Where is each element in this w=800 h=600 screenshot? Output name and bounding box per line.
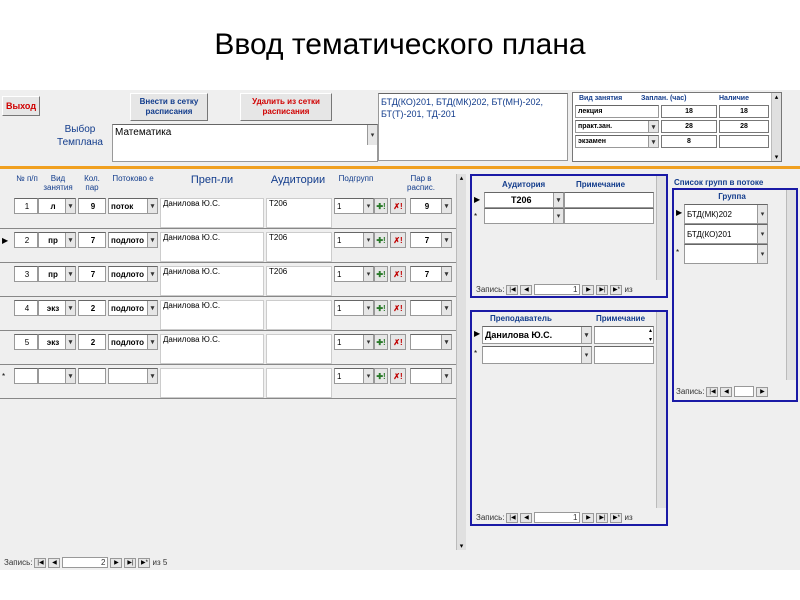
stream-field[interactable] bbox=[108, 198, 158, 214]
teacher-value: Данилова Ю.С. bbox=[163, 267, 221, 276]
delete-row-icon[interactable]: ✗! bbox=[390, 232, 406, 248]
main-record-nav bbox=[4, 557, 167, 568]
nav-label: Запись: bbox=[476, 513, 505, 522]
nav-last-icon[interactable]: ▶| bbox=[124, 558, 136, 568]
chevron-down-icon[interactable]: ▾ bbox=[367, 125, 377, 145]
template-select[interactable] bbox=[112, 124, 378, 162]
scroll-up-icon[interactable]: ▴ bbox=[459, 175, 464, 182]
stream-value: подлото bbox=[111, 303, 145, 313]
group-field[interactable] bbox=[684, 204, 768, 224]
chevron-down-icon[interactable]: ▾ bbox=[65, 199, 75, 213]
delete-row-icon[interactable]: ✗! bbox=[390, 266, 406, 282]
nav-prev-icon[interactable]: ◀ bbox=[520, 513, 532, 523]
new-table-row bbox=[0, 368, 460, 402]
hours-row-type[interactable] bbox=[575, 120, 659, 133]
record-marker-icon: ▶ bbox=[474, 329, 481, 338]
teacher-field[interactable] bbox=[160, 198, 264, 228]
delete-row-icon[interactable]: ✗! bbox=[390, 198, 406, 214]
header-pairs: Пар в распис. bbox=[407, 174, 435, 192]
kind-field[interactable] bbox=[38, 232, 76, 248]
nav-first-icon[interactable]: |◀ bbox=[34, 558, 46, 568]
subgroup-field[interactable] bbox=[334, 198, 374, 214]
pairs-field[interactable] bbox=[410, 334, 452, 350]
header-separator bbox=[0, 166, 800, 169]
hours-row-type[interactable] bbox=[575, 135, 659, 148]
add-row-icon[interactable]: ✚! bbox=[374, 300, 388, 316]
chevron-down-icon[interactable]: ▾ bbox=[65, 267, 75, 281]
nav-new-icon[interactable]: ▶* bbox=[610, 513, 622, 523]
kind-value: экз bbox=[46, 337, 60, 347]
nav-next-icon[interactable]: ▶ bbox=[110, 558, 122, 568]
remove-from-grid-button[interactable]: Удалить из сетки расписания bbox=[240, 93, 332, 121]
teacher-field[interactable] bbox=[160, 232, 264, 262]
hours-row-available: 18 bbox=[719, 105, 769, 118]
count-field[interactable] bbox=[78, 334, 106, 350]
kind-value: пр bbox=[48, 235, 58, 245]
kind-field[interactable] bbox=[38, 334, 76, 350]
count-field[interactable] bbox=[78, 266, 106, 282]
rooms-scrollbar[interactable] bbox=[656, 176, 666, 280]
new-record-icon: * bbox=[676, 248, 680, 257]
room-field[interactable] bbox=[266, 266, 332, 296]
count-value: 2 bbox=[90, 337, 96, 347]
subgroup-field[interactable] bbox=[334, 300, 374, 316]
nav-label: Запись: bbox=[476, 285, 505, 294]
stream-field[interactable] bbox=[108, 266, 158, 282]
stream-field[interactable] bbox=[108, 368, 158, 384]
hours-table bbox=[572, 92, 782, 162]
chevron-down-icon[interactable]: ▾ bbox=[147, 335, 157, 349]
num-value: 2 bbox=[24, 235, 30, 245]
kind-value: экз bbox=[46, 303, 60, 313]
nav-record-input[interactable]: 1 bbox=[534, 512, 580, 523]
scroll-up-icon[interactable]: ▴ bbox=[774, 94, 779, 101]
chevron-down-icon[interactable]: ▾ bbox=[363, 335, 373, 349]
template-label: Выбор Темплана bbox=[57, 124, 103, 148]
room-value: Т206 bbox=[269, 199, 288, 208]
chevron-down-icon[interactable]: ▾ bbox=[441, 369, 451, 383]
chevron-down-icon[interactable]: ▾ bbox=[147, 301, 157, 315]
new-record-icon: * bbox=[474, 212, 478, 221]
delete-row-icon[interactable]: ✗! bbox=[390, 334, 406, 350]
hours-header-planned: Заплан. (час) bbox=[641, 95, 687, 102]
pairs-field[interactable] bbox=[410, 198, 452, 214]
rooms-header-room: Аудитория bbox=[502, 180, 546, 189]
rooms-record-nav bbox=[476, 284, 633, 295]
subgroup-value: 1 bbox=[337, 371, 342, 381]
subgroup-value: 1 bbox=[337, 303, 342, 313]
exit-button[interactable]: Выход bbox=[2, 96, 40, 116]
chevron-down-icon[interactable]: ▾ bbox=[441, 267, 451, 281]
subgroup-value: 1 bbox=[337, 235, 342, 245]
nav-next-icon[interactable]: ▶ bbox=[582, 285, 594, 295]
stream-field[interactable] bbox=[108, 300, 158, 316]
room-field[interactable] bbox=[266, 300, 332, 330]
main-grid bbox=[0, 198, 460, 408]
teacher-value: Данилова Ю.С. bbox=[163, 233, 221, 242]
chevron-down-icon[interactable]: ▾ bbox=[441, 199, 451, 213]
template-value: Математика bbox=[115, 127, 172, 138]
room-value: Т206 bbox=[269, 267, 288, 276]
chevron-down-icon[interactable]: ▾ bbox=[363, 199, 373, 213]
scroll-down-icon[interactable]: ▾ bbox=[459, 543, 464, 550]
count-field[interactable] bbox=[78, 232, 106, 248]
group-value: БТД(МК)202 bbox=[687, 209, 732, 219]
kind-field[interactable] bbox=[38, 368, 76, 384]
main-scrollbar[interactable] bbox=[456, 174, 466, 550]
nav-total: из bbox=[624, 285, 633, 294]
scroll-down-icon[interactable]: ▾ bbox=[648, 337, 652, 343]
group-new-field[interactable] bbox=[684, 244, 768, 264]
chevron-down-icon[interactable]: ▾ bbox=[363, 233, 373, 247]
add-to-grid-button[interactable]: Внести в сетку расписания bbox=[130, 93, 208, 121]
pairs-field[interactable] bbox=[410, 232, 452, 248]
teachers-scrollbar[interactable] bbox=[656, 312, 666, 508]
teacher-note-field[interactable] bbox=[594, 326, 654, 344]
table-row bbox=[0, 232, 460, 266]
room-new-note-field[interactable] bbox=[564, 208, 654, 224]
pairs-field[interactable] bbox=[410, 368, 452, 384]
groups-record-nav bbox=[676, 386, 768, 397]
hours-row-available: 28 bbox=[719, 120, 769, 133]
kind-field[interactable] bbox=[38, 300, 76, 316]
num-field[interactable] bbox=[14, 198, 38, 214]
teacher-value: Данилова Ю.С. bbox=[163, 301, 221, 310]
teachers-header-teacher: Преподаватель bbox=[490, 314, 552, 323]
teachers-header-note: Примечание bbox=[596, 314, 646, 323]
count-field[interactable] bbox=[78, 300, 106, 316]
stream-value: поток bbox=[111, 201, 134, 211]
new-record-icon: * bbox=[474, 349, 478, 358]
pairs-value: 9 bbox=[424, 201, 430, 211]
record-marker-icon: ▶ bbox=[676, 208, 683, 217]
chevron-down-icon[interactable]: ▾ bbox=[65, 301, 75, 315]
table-row bbox=[0, 266, 460, 300]
nav-first-icon[interactable]: |◀ bbox=[506, 285, 518, 295]
hours-row-type-value: экзамен bbox=[578, 138, 606, 145]
pairs-value: 7 bbox=[424, 269, 430, 279]
chevron-down-icon[interactable]: ▾ bbox=[441, 301, 451, 315]
chevron-down-icon[interactable]: ▾ bbox=[757, 245, 767, 263]
teacher-field[interactable] bbox=[482, 326, 592, 344]
teacher-field[interactable] bbox=[160, 300, 264, 330]
add-row-icon[interactable]: ✚! bbox=[374, 198, 388, 214]
nav-total: из 5 bbox=[152, 558, 168, 567]
subgroup-field[interactable] bbox=[334, 368, 374, 384]
chevron-down-icon[interactable]: ▾ bbox=[441, 335, 451, 349]
nav-first-icon[interactable]: |◀ bbox=[706, 387, 718, 397]
nav-prev-icon[interactable]: ◀ bbox=[520, 285, 532, 295]
teacher-field[interactable] bbox=[160, 334, 264, 364]
count-field[interactable] bbox=[78, 198, 106, 214]
nav-last-icon[interactable]: ▶| bbox=[596, 513, 608, 523]
nav-prev-icon[interactable]: ◀ bbox=[720, 387, 732, 397]
stream-groups-header: Группа bbox=[718, 192, 746, 201]
header-count: Кол. пар bbox=[84, 174, 100, 192]
teachers-record-nav bbox=[476, 512, 633, 523]
nav-prev-icon[interactable]: ◀ bbox=[48, 558, 60, 568]
subgroup-value: 1 bbox=[337, 201, 342, 211]
chevron-down-icon[interactable]: ▾ bbox=[757, 205, 767, 223]
room-new-field[interactable] bbox=[484, 208, 564, 224]
num-field[interactable] bbox=[14, 266, 38, 282]
chevron-down-icon[interactable]: ▾ bbox=[581, 327, 591, 343]
num-field[interactable] bbox=[14, 368, 38, 384]
chevron-down-icon[interactable]: ▾ bbox=[581, 347, 591, 363]
new-record-icon: * bbox=[2, 372, 6, 381]
room-field[interactable] bbox=[266, 334, 332, 364]
pairs-field[interactable] bbox=[410, 300, 452, 316]
scroll-up-icon[interactable]: ▴ bbox=[648, 328, 652, 334]
num-value: 4 bbox=[24, 303, 30, 313]
delete-row-icon[interactable]: ✗! bbox=[390, 368, 406, 384]
num-value: 3 bbox=[24, 269, 30, 279]
teacher-value: Данилова Ю.С. bbox=[163, 199, 221, 208]
chevron-down-icon[interactable]: ▾ bbox=[363, 267, 373, 281]
chevron-down-icon[interactable]: ▾ bbox=[757, 225, 767, 243]
room-value: Т206 bbox=[269, 233, 288, 242]
stream-value: подлото bbox=[111, 235, 145, 245]
chevron-down-icon[interactable]: ▾ bbox=[65, 335, 75, 349]
num-field[interactable] bbox=[14, 300, 38, 316]
nav-record-input[interactable]: 1 bbox=[534, 284, 580, 295]
add-row-icon[interactable]: ✚! bbox=[374, 334, 388, 350]
chevron-down-icon[interactable]: ▾ bbox=[147, 369, 157, 383]
chevron-down-icon[interactable]: ▾ bbox=[648, 136, 658, 147]
nav-record-input[interactable] bbox=[734, 386, 754, 397]
chevron-down-icon[interactable]: ▾ bbox=[553, 209, 563, 223]
chevron-down-icon[interactable]: ▾ bbox=[147, 267, 157, 281]
teachers-subform bbox=[470, 310, 668, 526]
kind-value: л bbox=[50, 201, 56, 211]
hours-row-available bbox=[719, 135, 769, 148]
nav-label: Запись: bbox=[4, 558, 33, 567]
hours-header-type: Вид занятия bbox=[579, 95, 623, 102]
subgroup-value: 1 bbox=[337, 337, 342, 347]
stream-value: подлото bbox=[111, 269, 145, 279]
chevron-down-icon[interactable]: ▾ bbox=[363, 301, 373, 315]
nav-new-icon[interactable]: ▶* bbox=[610, 285, 622, 295]
slide-title: Ввод тематического плана bbox=[214, 28, 586, 61]
theme-plan-form bbox=[0, 90, 800, 570]
table-row bbox=[0, 198, 460, 232]
stream-groups-subform bbox=[672, 188, 798, 402]
stream-groups-title: Список групп в потоке bbox=[674, 178, 764, 187]
nav-record-input[interactable]: 2 bbox=[62, 557, 108, 568]
num-value: 1 bbox=[24, 201, 30, 211]
stream-value: подлото bbox=[111, 337, 145, 347]
subgroup-field[interactable] bbox=[334, 232, 374, 248]
chevron-down-icon[interactable]: ▾ bbox=[553, 193, 563, 207]
teacher-new-note-field[interactable] bbox=[594, 346, 654, 364]
header-teacher: Преп-ли bbox=[190, 174, 234, 186]
hours-row-type-value: практ.зан. bbox=[578, 123, 613, 130]
header-kind: Вид занятия bbox=[43, 174, 73, 192]
teacher-value: Данилова Ю.С. bbox=[163, 335, 221, 344]
room-note-field[interactable] bbox=[564, 192, 654, 208]
nav-last-icon[interactable]: ▶| bbox=[596, 285, 608, 295]
nav-new-icon[interactable]: ▶* bbox=[138, 558, 150, 568]
hours-row-planned[interactable]: 18 bbox=[661, 105, 717, 118]
hours-row-type[interactable]: лекция bbox=[575, 105, 659, 118]
hours-row-planned[interactable]: 28 bbox=[661, 120, 717, 133]
pairs-value: 7 bbox=[424, 235, 430, 245]
hours-row-planned[interactable]: 8 bbox=[661, 135, 717, 148]
table-row bbox=[0, 300, 460, 334]
kind-field[interactable] bbox=[38, 198, 76, 214]
stream-field[interactable] bbox=[108, 232, 158, 248]
add-row-icon[interactable]: ✚! bbox=[374, 232, 388, 248]
chevron-down-icon[interactable]: ▾ bbox=[648, 121, 658, 132]
teacher-new-field[interactable] bbox=[482, 346, 592, 364]
room-field[interactable] bbox=[266, 232, 332, 262]
num-value: 5 bbox=[24, 337, 30, 347]
groups-scrollbar[interactable] bbox=[786, 190, 796, 380]
chevron-down-icon[interactable]: ▾ bbox=[147, 199, 157, 213]
group-value: БТД(КО)201 bbox=[687, 229, 732, 239]
num-field[interactable] bbox=[14, 334, 38, 350]
chevron-down-icon[interactable]: ▾ bbox=[441, 233, 451, 247]
teacher-field[interactable] bbox=[160, 368, 264, 398]
hours-header-available: Наличие bbox=[719, 95, 749, 102]
count-value: 7 bbox=[90, 235, 96, 245]
room-field[interactable] bbox=[484, 192, 564, 208]
subgroup-field[interactable] bbox=[334, 266, 374, 282]
pairs-field[interactable] bbox=[410, 266, 452, 282]
count-value: 2 bbox=[90, 303, 96, 313]
record-marker-icon: ▶ bbox=[474, 195, 481, 204]
chevron-down-icon[interactable]: ▾ bbox=[65, 233, 75, 247]
rooms-subform bbox=[470, 174, 668, 298]
chevron-down-icon[interactable]: ▾ bbox=[147, 233, 157, 247]
kind-field[interactable] bbox=[38, 266, 76, 282]
record-marker-icon: ▶ bbox=[2, 236, 9, 245]
num-field[interactable] bbox=[14, 232, 38, 248]
nav-next-icon[interactable]: ▶ bbox=[756, 387, 768, 397]
header-subgroup: Подгрупп bbox=[338, 174, 374, 183]
groups-text: БТД(КО)201, БТД(МК)202, БТ(МН)-202, БТ(Т)-201, ТД-201 bbox=[378, 93, 568, 161]
nav-first-icon[interactable]: |◀ bbox=[506, 513, 518, 523]
nav-next-icon[interactable]: ▶ bbox=[582, 513, 594, 523]
add-row-icon[interactable]: ✚! bbox=[374, 266, 388, 282]
count-value: 9 bbox=[90, 201, 96, 211]
rooms-header-note: Примечание bbox=[576, 180, 626, 189]
chevron-down-icon[interactable]: ▾ bbox=[65, 369, 75, 383]
teacher-field[interactable] bbox=[160, 266, 264, 296]
header-stream: Потоково е bbox=[112, 174, 154, 183]
header-num: № п/п bbox=[16, 174, 38, 183]
room-value: Т206 bbox=[511, 195, 532, 205]
header-room: Аудитории bbox=[270, 174, 326, 186]
hours-scrollbar[interactable] bbox=[771, 93, 781, 161]
kind-value: пр bbox=[48, 269, 58, 279]
scroll-down-icon[interactable]: ▾ bbox=[774, 154, 779, 161]
count-field[interactable] bbox=[78, 368, 106, 384]
delete-row-icon[interactable]: ✗! bbox=[390, 300, 406, 316]
subgroup-value: 1 bbox=[337, 269, 342, 279]
stream-field[interactable] bbox=[108, 334, 158, 350]
room-field[interactable] bbox=[266, 198, 332, 228]
table-row bbox=[0, 334, 460, 368]
room-field[interactable] bbox=[266, 368, 332, 398]
add-row-icon[interactable]: ✚! bbox=[374, 368, 388, 384]
group-field[interactable] bbox=[684, 224, 768, 244]
nav-label: Запись: bbox=[676, 387, 705, 396]
subgroup-field[interactable] bbox=[334, 334, 374, 350]
count-value: 7 bbox=[90, 269, 96, 279]
teacher-value: Данилова Ю.С. bbox=[485, 330, 553, 340]
chevron-down-icon[interactable]: ▾ bbox=[363, 369, 373, 383]
nav-total: из bbox=[624, 513, 633, 522]
